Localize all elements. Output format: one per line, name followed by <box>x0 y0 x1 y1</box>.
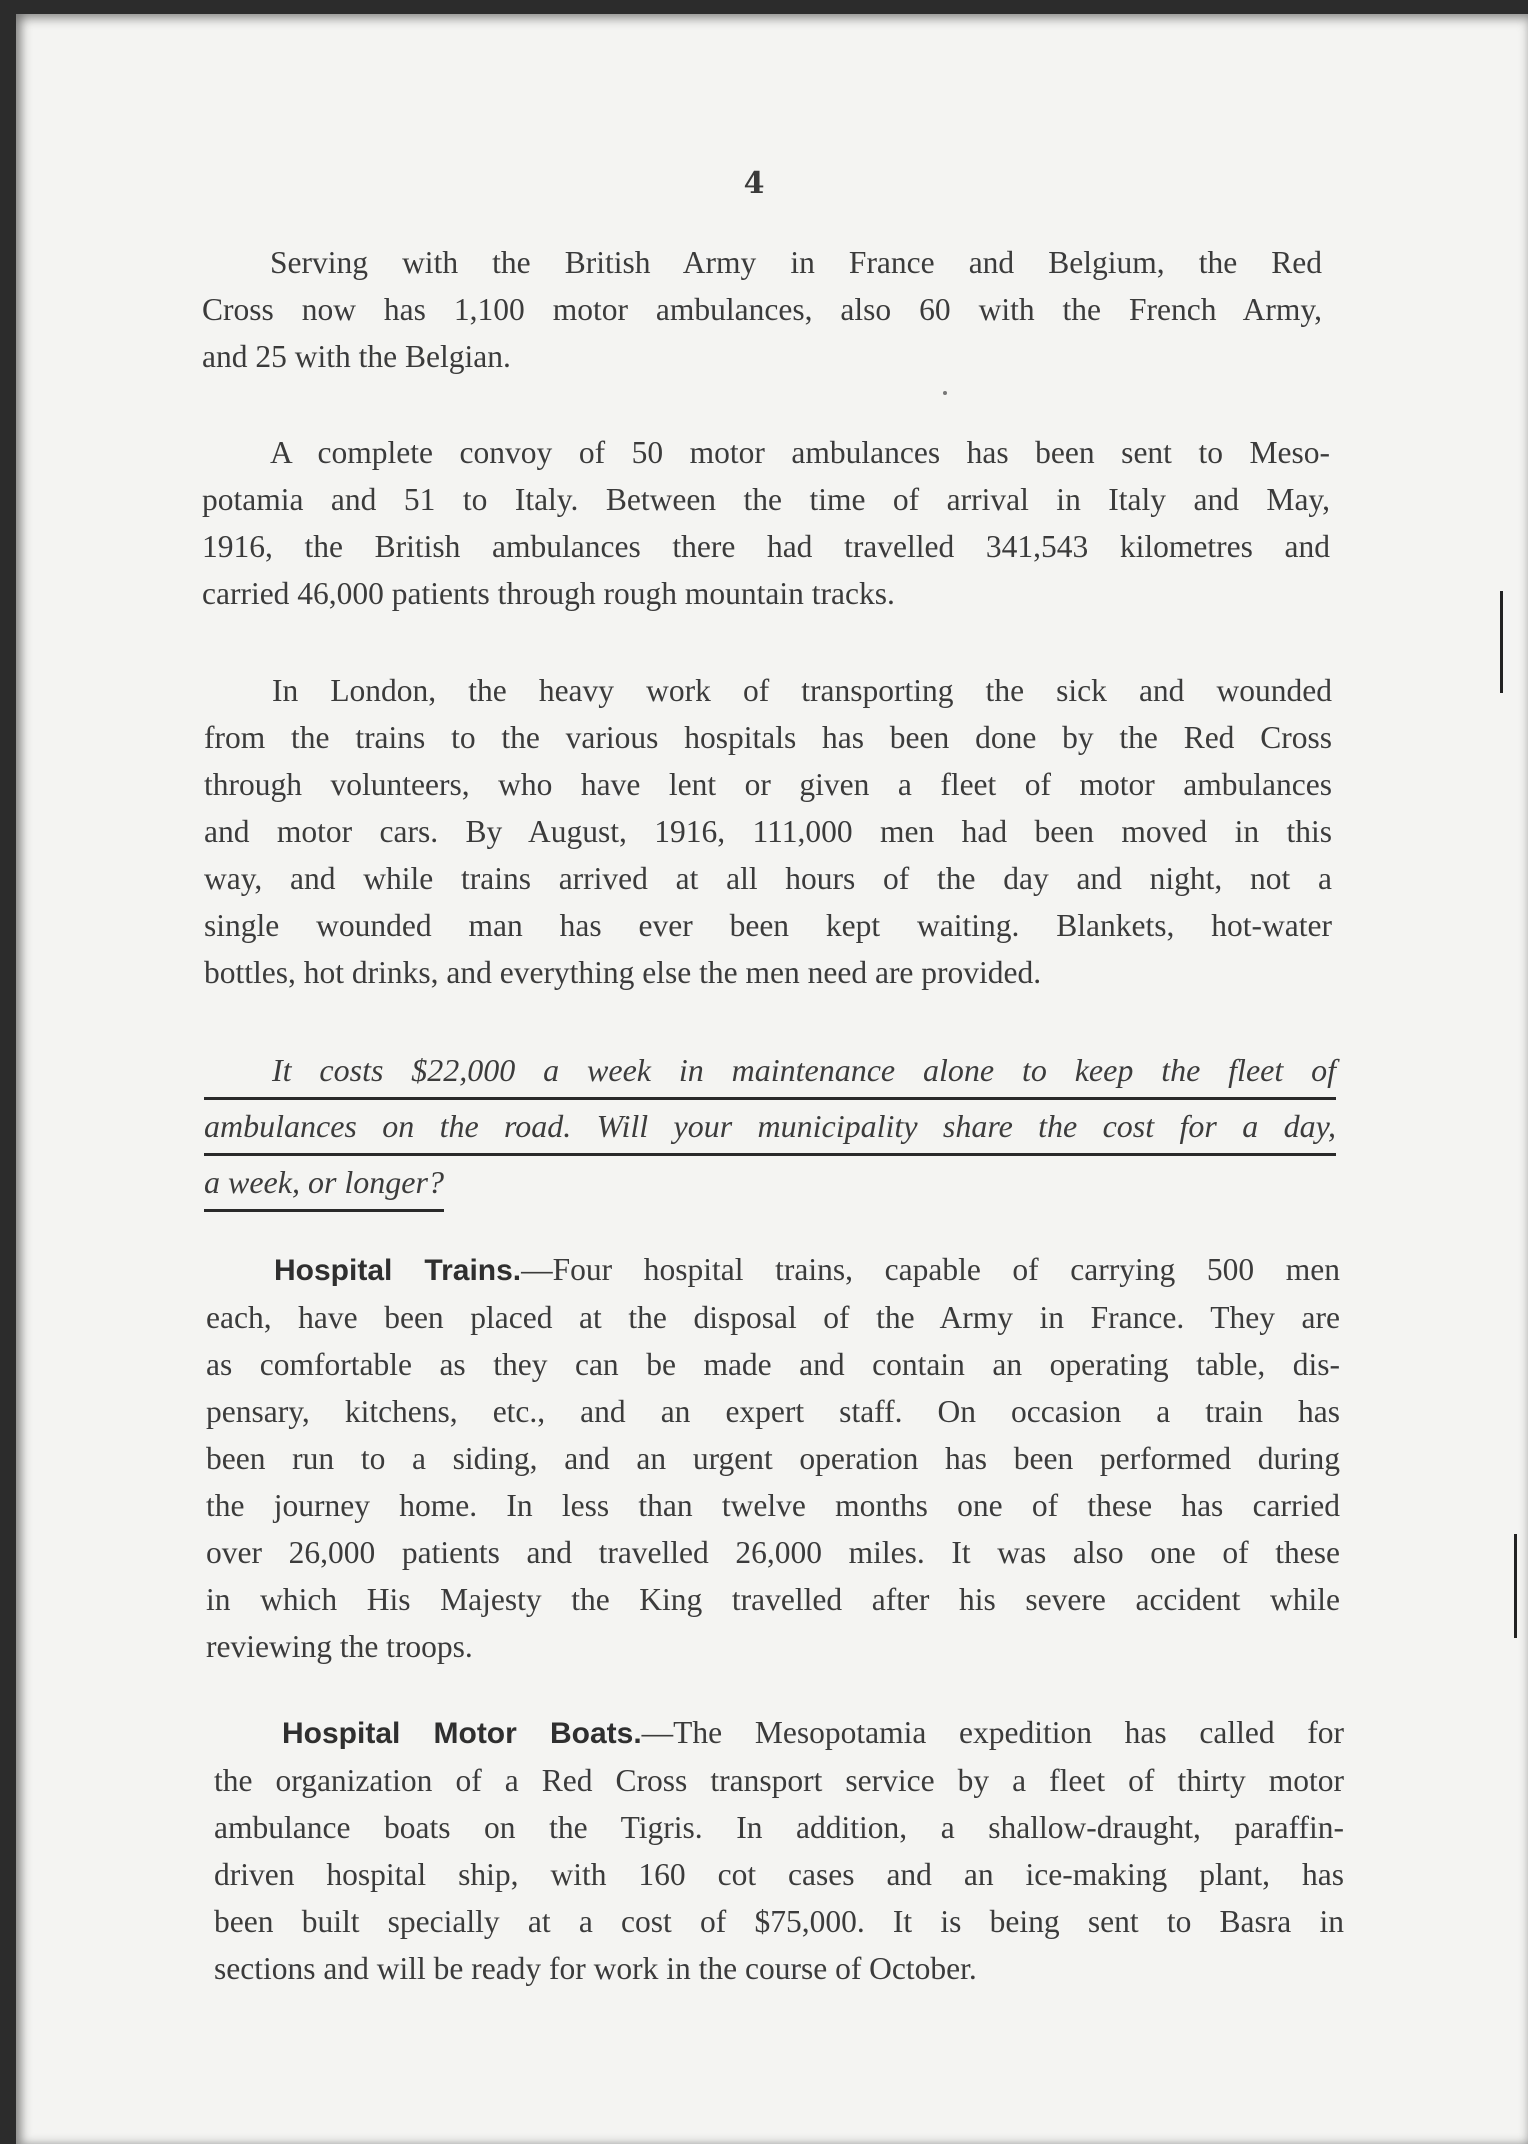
text-line: In London, the heavy work of transporting the sick and wounded <box>272 673 1332 708</box>
text-line: and 25 with the Belgian. <box>202 339 511 374</box>
text-line: through volunteers, who have lent or given a fleet of motor ambulances <box>204 767 1332 802</box>
appeal-line: It costs $22,000 a week in maintenance alone to keep the fleet of <box>204 1044 1336 1100</box>
text-line: Cross now has 1,100 motor ambulances, also 60 with the French Army, <box>202 292 1322 327</box>
text-line: each, have been placed at the disposal of the Army in France. They are <box>206 1300 1340 1335</box>
text-line: reviewing the troops. <box>206 1629 473 1664</box>
text-line: been built specially at a cost of $75,000. It is being sent to Basra in <box>214 1904 1344 1939</box>
text-line: the organization of a Red Cross transport service by a fleet of thirty motor <box>214 1763 1344 1798</box>
appeal-underlined-italic <box>204 1044 1336 1212</box>
paragraph-convoy <box>202 429 1330 617</box>
page-number: 4 <box>743 166 765 201</box>
appeal-line: a week, or longer? <box>204 1156 444 1212</box>
section-heading: Hospital Motor Boats. <box>282 1717 642 1750</box>
text-line: and motor cars. By August, 1916, 111,000 men had been moved in this <box>204 814 1332 849</box>
text-line: the journey home. In less than twelve months one of these has carried <box>206 1488 1340 1523</box>
text-line <box>214 1709 1344 1757</box>
text-run: —The Mesopotamia expedition has called for <box>641 1715 1344 1750</box>
text-line: pensary, kitchens, etc., and an expert staff. On occasion a train has <box>206 1394 1340 1429</box>
text-line: over 26,000 patients and travelled 26,000 miles. It was also one of these <box>206 1535 1340 1570</box>
text-line: ambulance boats on the Tigris. In addition, a shallow-draught, paraffin- <box>214 1810 1344 1845</box>
section-hospital-trains <box>206 1246 1340 1670</box>
text-line: from the trains to the various hospitals has been done by the Red Cross <box>204 720 1332 755</box>
text-line: way, and while trains arrived at all hours of the day and night, not a <box>204 861 1332 896</box>
margin-mark <box>1500 591 1503 693</box>
margin-mark <box>1514 1534 1517 1638</box>
appeal-line: ambulances on the road. Will your municipality share the cost for a day, <box>204 1100 1336 1156</box>
text-line: A complete convoy of 50 motor ambulances has been sent to Meso- <box>270 435 1330 470</box>
text-line: single wounded man has ever been kept waiting. Blankets, hot-water <box>204 908 1332 943</box>
text-line: as comfortable as they can be made and contain an operating table, dis- <box>206 1347 1340 1382</box>
text-line: potamia and 51 to Italy. Between the time of arrival in Italy and May, <box>202 482 1330 517</box>
section-heading: Hospital Trains. <box>274 1254 522 1287</box>
paragraph-red-cross-ambulances <box>202 239 1322 380</box>
text-line: 1916, the British ambulances there had travelled 341,543 kilometres and <box>202 529 1330 564</box>
section-hospital-motor-boats <box>214 1709 1344 1992</box>
text-line <box>206 1246 1340 1294</box>
text-line: sections and will be ready for work in the course of October. <box>214 1951 977 1986</box>
text-line: carried 46,000 patients through rough mountain tracks. <box>202 576 895 611</box>
text-line: Serving with the British Army in France and Belgium, the Red <box>270 245 1322 280</box>
paragraph-london <box>204 667 1332 996</box>
text-run: —Four hospital trains, capable of carrying 500 men <box>521 1252 1340 1287</box>
text-line: been run to a siding, and an urgent operation has been performed during <box>206 1441 1340 1476</box>
text-line: in which His Majesty the King travelled after his severe accident while <box>206 1582 1340 1617</box>
text-line: driven hospital ship, with 160 cot cases and an ice-making plant, has <box>214 1857 1344 1892</box>
scan-speck <box>943 391 947 395</box>
text-line: bottles, hot drinks, and everything else the men need are provided. <box>204 955 1042 990</box>
paper-sheet <box>16 14 1528 2144</box>
